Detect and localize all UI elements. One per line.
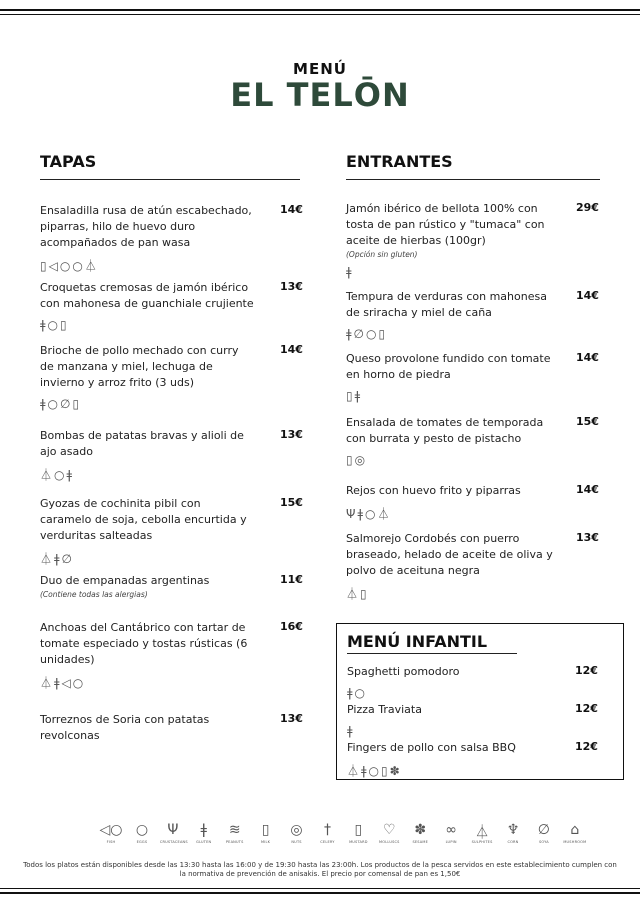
legend-item — [98, 822, 124, 844]
legend-label: PEANUTS — [225, 840, 244, 844]
item-price: 15€ — [280, 496, 303, 509]
soya-icon: ∅ — [61, 552, 74, 566]
eggs-icon: ○ — [54, 468, 67, 482]
menu-item — [346, 415, 600, 469]
legend-item — [314, 822, 340, 844]
item-price: 15€ — [576, 415, 599, 428]
sulphites-icon: ⏃ — [40, 552, 55, 566]
legend-label: CRUSTACEANS — [159, 840, 188, 844]
menu-item — [347, 664, 597, 702]
allergen-icons — [346, 327, 600, 343]
item-price: 14€ — [280, 343, 303, 356]
legend-item — [253, 822, 279, 844]
allergen-icons — [346, 453, 600, 469]
legend-label: NUTS — [291, 840, 302, 844]
fish-icon: ◁○ — [61, 676, 86, 690]
item-name: Duo de empanadas argentinas — [40, 574, 210, 587]
milk-icon: ▯ — [378, 327, 388, 341]
tapas-section — [40, 152, 303, 742]
item-note: (Opción sin gluten) — [346, 250, 418, 259]
sulphites-icon: ⏃ — [40, 676, 55, 690]
legend-item — [191, 822, 217, 844]
item-price: 13€ — [280, 280, 303, 293]
allergen-icons — [346, 585, 600, 601]
footer-note: Todos los platos están disponibles desde las 13:30 hasta las 16:00 y de 19:30 hasta las 23:00h. Los productos de la pesca servidos en este establecimiento cumplen con la normativa de prevención de anisakis. El precio por comensal de pan es 1,50€ — [23, 861, 617, 878]
soya-icon: ∅ — [60, 397, 73, 411]
allergen-icons — [40, 550, 300, 566]
eggs-icon: ○ — [365, 327, 379, 341]
item-name: Brioche de pollo mechado con curry de manzana y miel, lechuga de invierno y arroz frito (3 uds) — [40, 344, 239, 389]
legend-label: MOLLUSCS — [379, 840, 400, 844]
menu-item — [346, 201, 600, 281]
top-rule-thin — [0, 14, 640, 15]
legend-label: LUPIN — [445, 840, 457, 844]
sulphites-icon: ⏃ — [347, 764, 362, 778]
eggs-icon: ○ — [72, 259, 85, 273]
legend-label: CORN — [507, 840, 519, 844]
item-price: 13€ — [280, 428, 303, 441]
item-name: Ensaladilla rusa de atún escabechado, piparras, hilo de huevo duro acompañados de pan wasa — [40, 204, 252, 249]
milk-icon: ▯ — [346, 453, 355, 467]
legend-label: MILK — [261, 840, 271, 844]
fish-icon: ◁○ — [48, 259, 73, 273]
legend-label: GLUTEN — [196, 840, 212, 844]
allergen-icons — [347, 686, 597, 702]
infantil-title: MENÚ INFANTIL — [347, 632, 517, 654]
menu-item — [40, 620, 303, 690]
menu-item — [40, 280, 303, 334]
eggs-icon: ○ — [364, 507, 378, 521]
item-price: 14€ — [576, 351, 599, 364]
allergen-icons — [346, 265, 600, 281]
header — [0, 60, 640, 114]
legend-label: CELERY — [320, 840, 335, 844]
allergen-icons — [346, 389, 600, 405]
allergen-icons — [40, 397, 300, 413]
sulphites-icon: ⏃ — [475, 825, 490, 841]
legend-item — [160, 822, 186, 844]
legend-label: MUSHROOM — [563, 840, 587, 844]
gluten-icon: ǂ — [347, 686, 355, 700]
gluten-icon: ǂ — [54, 552, 62, 566]
legend-item — [222, 822, 248, 844]
eggs-icon: ○ — [368, 764, 382, 778]
menu-item — [346, 351, 600, 405]
mustard-icon: ▯ — [354, 822, 363, 838]
menu-title: MENÚ — [293, 60, 347, 78]
menu-item — [346, 531, 600, 601]
item-price: 14€ — [576, 483, 599, 496]
brand-logo: EL TELŌN — [230, 76, 410, 114]
milk-icon: ▯ — [381, 764, 390, 778]
item-price: 14€ — [576, 289, 599, 302]
item-name: Tempura de verduras con mahonesa de sriracha y miel de caña — [346, 290, 547, 319]
gluten-icon: ǂ — [354, 389, 363, 403]
sesame-icon: ✽ — [414, 822, 427, 838]
bottom-rule-thin — [0, 888, 640, 889]
milk-icon: ▯ — [346, 389, 355, 403]
item-name: Bombas de patatas bravas y alioli de ajo asado — [40, 429, 244, 458]
legend-label: SOYA — [538, 840, 549, 844]
gluten-icon: ǂ — [200, 822, 207, 838]
lupin-icon: ∞ — [445, 822, 457, 838]
item-price: 12€ — [575, 740, 598, 753]
legend-item — [129, 822, 155, 844]
allergen-icons — [40, 318, 300, 334]
item-name: Fingers de pollo con salsa BBQ — [347, 741, 516, 754]
legend-item — [531, 822, 557, 844]
item-price: 13€ — [280, 712, 303, 725]
milk-icon: ▯ — [72, 397, 82, 411]
item-price: 14€ — [280, 203, 303, 216]
milk-icon: ▯ — [60, 318, 69, 332]
menu-item — [347, 702, 597, 740]
menu-infantil-box — [336, 623, 624, 780]
peanuts-icon: ≋ — [228, 822, 241, 838]
menu-item — [40, 712, 303, 744]
gluten-icon: ǂ — [357, 507, 365, 521]
item-name: Pizza Traviata — [347, 703, 422, 716]
menu-item — [40, 573, 303, 599]
entrantes-title: ENTRANTES — [346, 152, 600, 180]
legend-label: FISH — [106, 840, 116, 844]
legend-item — [562, 822, 588, 844]
item-price: 29€ — [576, 201, 599, 214]
legend-item — [469, 822, 495, 844]
nuts-icon: ◎ — [354, 453, 368, 467]
soya-icon: ∅ — [353, 327, 366, 341]
sulphites-icon: ⏃ — [40, 468, 55, 482]
eggs-icon: ○ — [135, 822, 149, 838]
milk-icon: ▯ — [261, 822, 270, 838]
item-name: Torreznos de Soria con patatas revolconas — [40, 713, 210, 742]
milk-icon: ▯ — [360, 587, 369, 601]
menu-item — [40, 343, 303, 413]
item-name: Gyozas de cochinita pibil con caramelo de soja, cebolla encurtida y verduritas salteadas — [40, 497, 247, 542]
soya-icon: ∅ — [537, 822, 550, 838]
sulphites-icon: ⏃ — [346, 587, 361, 601]
menu-item — [347, 740, 597, 778]
item-name: Jamón ibérico de bellota 100% con tosta de pan rústico y "tumaca" con aceite de hierbas (100gr) — [346, 202, 545, 247]
gluten-icon: ǂ — [40, 318, 48, 332]
eggs-icon: ○ — [47, 318, 60, 332]
milk-icon: ▯ — [40, 259, 49, 273]
allergen-icons — [347, 762, 597, 778]
legend-item — [500, 822, 526, 844]
gluten-icon: ǂ — [66, 468, 75, 482]
gluten-icon: ǂ — [347, 724, 355, 738]
item-note: (Contiene todas las alergias) — [40, 590, 148, 599]
entrantes-section — [346, 152, 600, 601]
item-name: Anchoas del Cantábrico con tartar de tomate especiado y tostas rústicas (6 unidades) — [40, 621, 248, 666]
allergen-icons — [40, 466, 300, 482]
menu-item — [40, 203, 303, 273]
item-price: 16€ — [280, 620, 303, 633]
legend-item — [284, 822, 310, 844]
gluten-icon: ǂ — [54, 676, 62, 690]
allergen-icons — [346, 505, 600, 521]
sesame-icon: ✽ — [389, 764, 402, 778]
legend-label: EGGS — [136, 840, 148, 844]
gluten-icon: ǂ — [346, 327, 354, 341]
sulphites-icon: ⏃ — [84, 259, 99, 273]
item-price: 11€ — [280, 573, 303, 586]
item-name: Rejos con huevo frito y piparras — [346, 484, 521, 497]
celery-icon: † — [323, 822, 331, 838]
legend-label: SESAME — [412, 840, 428, 844]
legend-item — [407, 822, 433, 844]
item-price: 13€ — [576, 531, 599, 544]
mushroom-icon: ⌂ — [570, 822, 580, 838]
bottom-rule — [0, 892, 640, 894]
allergen-icons — [40, 674, 300, 690]
gluten-icon: ǂ — [361, 764, 369, 778]
item-price: 12€ — [575, 702, 598, 715]
top-rule — [0, 9, 640, 11]
corn-icon: ♆ — [506, 822, 520, 838]
legend-item — [376, 822, 402, 844]
item-price: 12€ — [575, 664, 598, 677]
gluten-icon: ǂ — [40, 397, 48, 411]
crustaceans-icon: Ψ — [346, 507, 358, 521]
tapas-title: TAPAS — [40, 152, 300, 180]
allergen-icons — [40, 257, 300, 273]
fish-icon: ◁○ — [99, 822, 123, 838]
menu-item — [346, 483, 600, 521]
menu-item — [40, 428, 303, 482]
item-name: Ensalada de tomates de temporada con burrata y pesto de pistacho — [346, 416, 544, 445]
legend-label: MUSTARD — [349, 840, 368, 844]
legend-label: SULPHITES — [471, 840, 493, 844]
item-name: Queso provolone fundido con tomate en horno de piedra — [346, 352, 551, 381]
item-name: Salmorejo Cordobés con puerro braseado, helado de aceite de oliva y polvo de aceituna negra — [346, 532, 553, 577]
nuts-icon: ◎ — [290, 822, 303, 838]
menu-item — [346, 289, 600, 343]
menu-item — [40, 496, 303, 566]
allergen-legend — [98, 822, 588, 844]
legend-item — [345, 822, 371, 844]
molluscs-icon: ♡ — [383, 822, 396, 838]
item-name: Croquetas cremosas de jamón ibérico con mahonesa de guanchiale crujiente — [40, 281, 254, 310]
eggs-icon: ○ — [354, 686, 367, 700]
crustaceans-icon: Ψ — [167, 822, 179, 838]
eggs-icon: ○ — [47, 397, 60, 411]
item-name: Spaghetti pomodoro — [347, 665, 460, 678]
gluten-icon: ǂ — [346, 265, 354, 279]
legend-item — [438, 822, 464, 844]
sulphites-icon: ⏃ — [377, 507, 392, 521]
allergen-icons — [347, 724, 597, 740]
